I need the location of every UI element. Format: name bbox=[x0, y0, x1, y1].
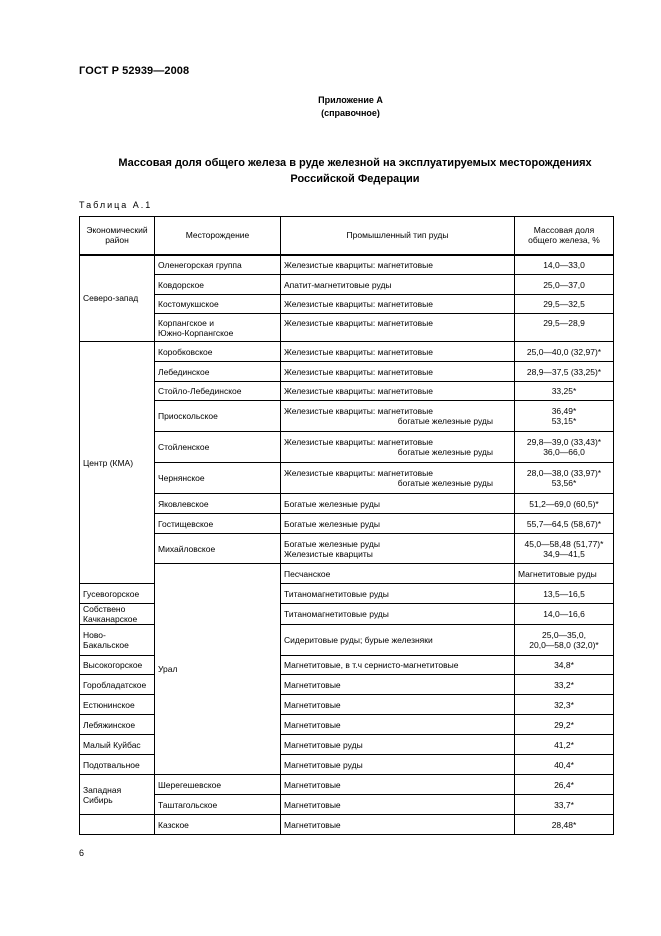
ore-type-cell: Железистые кварциты: магнетитовые bbox=[281, 255, 515, 275]
ore-type-cell: Железистые кварциты: магнетитовые bbox=[281, 382, 515, 401]
ore-type-cell: Магнетитовые, в т.ч сернисто-магнетитовые bbox=[281, 656, 515, 675]
deposit-cell: Стойло-Лебединское bbox=[155, 382, 281, 401]
page-number: 6 bbox=[79, 848, 85, 858]
deposit-cell: Костомукшское bbox=[155, 295, 281, 314]
region-west-siberia bbox=[80, 775, 155, 815]
ore-type-cell: Магнетитовые руды bbox=[515, 564, 614, 584]
table-heading-line-2: Российской Федерации bbox=[290, 173, 420, 185]
deposit-cell bbox=[155, 314, 281, 342]
mass-line-1: 29,8—39,0 (33,43)* bbox=[526, 437, 602, 447]
ore-type-cell: Железистые кварциты: магнетитовые bbox=[281, 362, 515, 382]
ore-type-cell: Богатые железные руды bbox=[281, 514, 515, 534]
deposit-cell: Коробковское bbox=[155, 342, 281, 362]
deposit-cell: Яковлевское bbox=[155, 494, 281, 514]
mass-line-2: 34,9—41,5 bbox=[543, 548, 585, 559]
ore-type-line-2: Железистые кварциты bbox=[284, 548, 373, 559]
header-region-line-2: район bbox=[105, 235, 129, 246]
ore-type-cell bbox=[281, 463, 515, 494]
mass-cell: 28,9—37,5 (33,25)* bbox=[515, 362, 614, 382]
deposit-cell: Приоскольское bbox=[155, 401, 281, 432]
mass-cell: 33,2* bbox=[515, 675, 614, 695]
table-row bbox=[80, 295, 614, 314]
mass-line-1: 25,0—35,0, bbox=[542, 630, 586, 640]
deposit-cell: Оленегорская группа bbox=[155, 255, 281, 275]
ore-type-cell: Магнетитовые руды bbox=[281, 755, 515, 775]
mass-cell: 33,7* bbox=[515, 795, 614, 815]
header-mass-line-1: Массовая доля bbox=[533, 225, 595, 236]
ore-type-cell: Богатые железные руды bbox=[281, 494, 515, 514]
mass-cell bbox=[515, 625, 614, 656]
mass-cell: 29,2* bbox=[515, 715, 614, 735]
deposit-line-2: Южно-Корпангское bbox=[158, 327, 234, 338]
region-northwest: Северо-запад bbox=[80, 255, 155, 342]
region-west-siberia-line-2: Сибирь bbox=[83, 794, 113, 805]
mass-cell: 29,5—28,9 bbox=[515, 314, 614, 342]
ore-type-cell bbox=[281, 432, 515, 463]
ore-type-line-1: Богатые железные руды bbox=[284, 538, 380, 549]
table-heading-line-1: Массовая доля общего железа в руде железной на эксплуатируемых месторождениях bbox=[118, 157, 592, 169]
ore-type-cell: Титаномагнетитовые руды bbox=[281, 604, 515, 625]
deposit-cell: Гусевогорское bbox=[80, 584, 155, 604]
region-center: Центр (КМА) bbox=[80, 342, 155, 584]
header-region bbox=[80, 217, 155, 255]
mass-cell bbox=[515, 463, 614, 494]
ore-type-cell: Магнетитовые bbox=[281, 815, 515, 835]
mass-cell: 41,2* bbox=[515, 735, 614, 755]
deposit-cell: Гостищевское bbox=[155, 514, 281, 534]
deposit-cell: Песчанское bbox=[281, 564, 515, 584]
mass-line-1: 28,0—38,0 (33,97)* bbox=[526, 468, 602, 478]
ore-type-cell: Магнетитовые bbox=[281, 695, 515, 715]
mass-cell: 13,5—16,5 bbox=[515, 584, 614, 604]
iron-content-table bbox=[79, 216, 614, 835]
table-row bbox=[80, 382, 614, 401]
mass-cell: 28,48* bbox=[515, 815, 614, 835]
deposit-line-1: Корпангское и bbox=[158, 317, 214, 328]
mass-cell: 55,7—64,5 (58,67)* bbox=[515, 514, 614, 534]
annex-subtitle: (справочное) bbox=[321, 108, 380, 118]
table-row bbox=[80, 494, 614, 514]
deposit-cell: Малый Куйбас bbox=[80, 735, 155, 755]
deposit-cell: Собствено Качканарское bbox=[80, 604, 155, 625]
table-row bbox=[80, 775, 614, 795]
table-row bbox=[80, 564, 614, 584]
mass-line-1: 45,0—58,48 (51,77)* bbox=[524, 538, 604, 549]
deposit-cell: Лебединское bbox=[155, 362, 281, 382]
mass-cell: 26,4* bbox=[515, 775, 614, 795]
deposit-cell: Михайловское bbox=[155, 534, 281, 564]
deposit-cell: Ново-Бакальское bbox=[80, 625, 155, 656]
deposit-cell: Казское bbox=[155, 815, 281, 835]
mass-cell: 32,3* bbox=[515, 695, 614, 715]
deposit-cell: Подотвальное bbox=[80, 755, 155, 775]
ore-type-line-1: Железистые кварциты: магнетитовые bbox=[284, 437, 433, 447]
region-ural: Урал bbox=[155, 564, 281, 775]
deposit-cell: Стойленское bbox=[155, 432, 281, 463]
table-row bbox=[80, 795, 614, 815]
table-label: Таблица А.1 bbox=[79, 200, 153, 210]
deposit-cell: Ковдорское bbox=[155, 275, 281, 295]
deposit-cell: Естюнинское bbox=[80, 695, 155, 715]
deposit-cell: Шерегешевское bbox=[155, 775, 281, 795]
ore-type-line-1: Железистые кварциты: магнетитовые bbox=[284, 468, 433, 478]
ore-type-line-1: Железистые кварциты: магнетитовые bbox=[284, 406, 433, 416]
header-ore-type: Промышленный тип руды bbox=[281, 217, 515, 255]
deposit-cell: Высокогорское bbox=[80, 656, 155, 675]
table-row bbox=[80, 432, 614, 463]
mass-line-2: 20,0—58,0 (32,0)* bbox=[529, 640, 599, 650]
ore-type-cell: Апатит-магнетитовые руды bbox=[281, 275, 515, 295]
mass-line-2: 36,0—66,0 bbox=[543, 447, 585, 457]
mass-cell: 14,0—33,0 bbox=[515, 255, 614, 275]
mass-cell bbox=[515, 401, 614, 432]
header-region-line-1: Экономический bbox=[86, 225, 148, 236]
ore-type-cell: Магнетитовые bbox=[281, 715, 515, 735]
table-row bbox=[80, 314, 614, 342]
ore-type-cell bbox=[281, 534, 515, 564]
mass-line-2: 53,15* bbox=[551, 416, 577, 426]
mass-cell: 14,0—16,6 bbox=[515, 604, 614, 625]
mass-cell: 51,2—69,0 (60,5)* bbox=[515, 494, 614, 514]
ore-type-cell bbox=[281, 401, 515, 432]
mass-cell: 25,0—40,0 (32,97)* bbox=[515, 342, 614, 362]
table-row bbox=[80, 255, 614, 275]
table-row bbox=[80, 342, 614, 362]
table-row bbox=[80, 275, 614, 295]
mass-line-2: 53,56* bbox=[551, 478, 577, 488]
mass-cell: 40,4* bbox=[515, 755, 614, 775]
ore-type-cell: Магнетитовые bbox=[281, 775, 515, 795]
header-mass-fraction bbox=[515, 217, 614, 255]
ore-type-cell: Сидеритовые руды; бурые железняки bbox=[281, 625, 515, 656]
ore-type-cell: Железистые кварциты: магнетитовые bbox=[281, 314, 515, 342]
deposit-cell: Чернянское bbox=[155, 463, 281, 494]
table-header-row bbox=[80, 217, 614, 255]
mass-line-1: 36,49* bbox=[551, 406, 577, 416]
table-row bbox=[80, 815, 614, 835]
ore-type-line-2: богатые железные руды bbox=[397, 447, 493, 457]
ore-type-line-2: богатые железные руды bbox=[397, 478, 493, 488]
region-empty-cell bbox=[80, 815, 155, 835]
table-row bbox=[80, 463, 614, 494]
mass-cell bbox=[515, 432, 614, 463]
mass-cell: 25,0—37,0 bbox=[515, 275, 614, 295]
ore-type-cell: Железистые кварциты: магнетитовые bbox=[281, 295, 515, 314]
mass-cell: 34,8* bbox=[515, 656, 614, 675]
table-row bbox=[80, 514, 614, 534]
mass-cell bbox=[515, 534, 614, 564]
mass-cell: 33,25* bbox=[515, 382, 614, 401]
ore-type-line-2: богатые железные руды bbox=[397, 416, 493, 426]
table-row bbox=[80, 534, 614, 564]
mass-cell: 29,5—32,5 bbox=[515, 295, 614, 314]
ore-type-cell: Железистые кварциты: магнетитовые bbox=[281, 342, 515, 362]
table-row bbox=[80, 362, 614, 382]
table-row bbox=[80, 401, 614, 432]
deposit-cell: Горобладатское bbox=[80, 675, 155, 695]
annex-title: Приложение А bbox=[318, 95, 383, 105]
deposit-cell: Таштагольское bbox=[155, 795, 281, 815]
ore-type-cell: Магнетитовые руды bbox=[281, 735, 515, 755]
header-deposit: Месторождение bbox=[155, 217, 281, 255]
ore-type-cell: Магнетитовые bbox=[281, 795, 515, 815]
ore-type-cell: Титаномагнетитовые руды bbox=[281, 584, 515, 604]
deposit-cell: Лебяжинское bbox=[80, 715, 155, 735]
region-west-siberia-line-1: Западная bbox=[83, 784, 122, 795]
ore-type-cell: Магнетитовые bbox=[281, 675, 515, 695]
document-code: ГОСТ Р 52939—2008 bbox=[79, 65, 190, 77]
header-mass-line-2: общего железа, % bbox=[528, 235, 600, 246]
